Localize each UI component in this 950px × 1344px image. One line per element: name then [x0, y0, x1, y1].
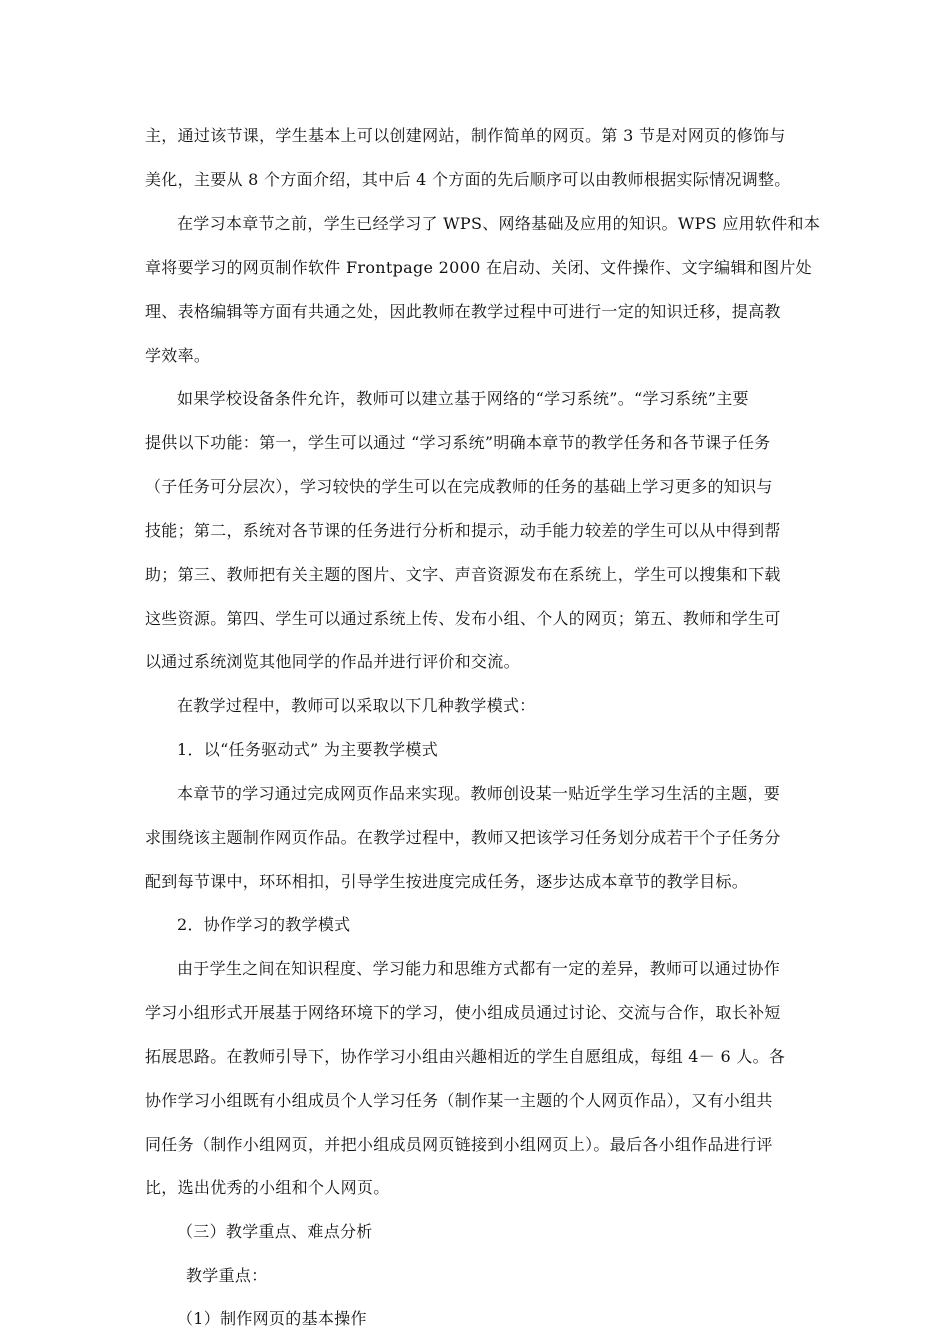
- subsection-heading: 教学重点：: [186, 1266, 268, 1285]
- text-line: 以通过系统浏览其他同学的作品并进行评价和交流。: [145, 652, 520, 671]
- list-heading: 2．协作学习的教学模式: [177, 915, 351, 934]
- text-line: 主，通过该节课，学生基本上可以创建网站，制作简单的网页。第 3 节是对网页的修饰与: [145, 126, 786, 145]
- text-line: 在学习本章节之前，学生已经学习了 WPS、网络基础及应用的知识。WPS 应用软件和本: [177, 214, 821, 233]
- text-line: 章将要学习的网页制作软件 Frontpage 2000 在启动、关闭、文件操作、文字编辑和图片处: [145, 258, 812, 277]
- text-line: （子任务可分层次），学习较快的学生可以在完成教师的任务的基础上学习更多的知识与: [145, 477, 773, 496]
- text-line: 学习小组形式开展基于网络环境下的学习，使小组成员通过讨论、交流与合作，取长补短: [145, 1003, 781, 1022]
- text-line: 助；第三、教师把有关主题的图片、文字、声音资源发布在系统上，学生可以搜集和下载: [145, 565, 781, 584]
- list-heading: 1．以“任务驱动式” 为主要教学模式: [177, 740, 439, 759]
- text-line: 美化，主要从 8 个方面介绍，其中后 4 个方面的先后顺序可以由教师根据实际情况调整。: [145, 170, 791, 189]
- text-line: 配到每节课中，环环相扣，引导学生按进度完成任务，逐步达成本章节的教学目标。: [145, 872, 749, 891]
- text-line: 比，选出优秀的小组和个人网页。: [145, 1178, 390, 1197]
- text-line: 求围绕该主题制作网页作品。在教学过程中，教师又把该学习任务划分成若干个子任务分: [145, 828, 781, 847]
- list-item: （1）制作网页的基本操作: [177, 1309, 367, 1328]
- text-line: 拓展思路。在教师引导下，协作学习小组由兴趣相近的学生自愿组成，每组 4－ 6 人。各: [145, 1047, 786, 1066]
- text-line: 本章节的学习通过完成网页作品来实现。教师创设某一贴近学生学习生活的主题，要: [177, 784, 781, 803]
- section-heading: （三）教学重点、难点分析: [177, 1222, 373, 1241]
- text-line: 提供以下功能：第一，学生可以通过 “学习系统”明确本章节的教学任务和各节课子任务: [145, 433, 771, 452]
- text-line: 这些资源。第四、学生可以通过系统上传、发布小组、个人的网页；第五、教师和学生可: [145, 609, 781, 628]
- text-line: 学效率。: [145, 346, 211, 365]
- text-line: 技能；第二，系统对各节课的任务进行分析和提示，动手能力较差的学生可以从中得到帮: [145, 521, 781, 540]
- text-line: 如果学校设备条件允许，教师可以建立基于网络的“学习系统”。“学习系统”主要: [177, 389, 749, 408]
- text-line: 在教学过程中，教师可以采取以下几种教学模式：: [177, 696, 536, 715]
- text-line: 协作学习小组既有小组成员个人学习任务（制作某一主题的个人网页作品），又有小组共: [145, 1091, 773, 1110]
- text-line: 理、表格编辑等方面有共通之处，因此教师在教学过程中可进行一定的知识迁移，提高教: [145, 302, 781, 321]
- text-line: 同任务（制作小组网页，并把小组成员网页链接到小组网页上）。最后各小组作品进行评: [145, 1135, 773, 1154]
- text-line: 由于学生之间在知识程度、学习能力和思维方式都有一定的差异，教师可以通过协作: [177, 959, 781, 978]
